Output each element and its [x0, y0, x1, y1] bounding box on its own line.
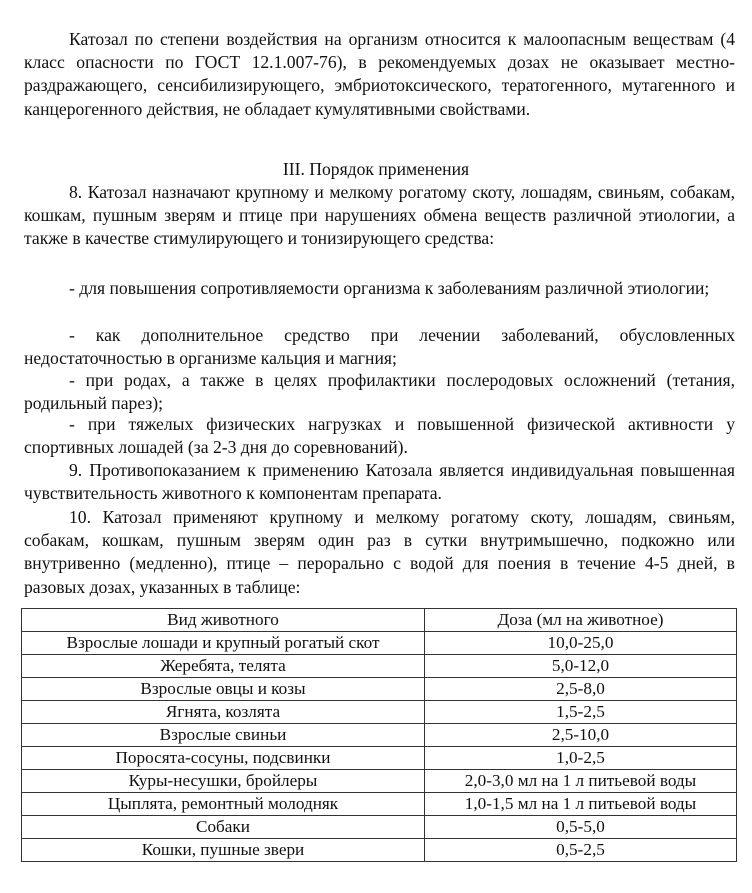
- table-row: [22, 839, 737, 862]
- column-header-animal: Вид животного: [22, 609, 425, 632]
- table-row: [22, 747, 737, 770]
- table-row: [22, 655, 737, 678]
- item-8-paragraph: 8. Катозал назначают крупному и мелкому рогатому скоту, лошадям, свиньям, собакам, кошкам, пушным зверям и птице при нарушениях обмена веществ различной этиологии, а также в качестве стимулирующего и тонизирующего средства:: [24, 182, 735, 249]
- column-header-dose: Доза (мл на животное): [425, 609, 737, 632]
- item-10-paragraph: 10. Катозал применяют крупному и мелкому рогатому скоту, лошадям, свиньям, собакам, кошкам, пушным зверям один раз в сутки внутримышечно, подкожно или внутривенно (медленно), птице – перорально с водой для поения в течение 4-5 дней, в разовых дозах, указанных в таблице:: [24, 507, 735, 597]
- animal-cell: Жеребята, телята: [22, 655, 425, 678]
- table-row: [22, 724, 737, 747]
- dose-cell: 10,0-25,0: [425, 632, 737, 655]
- table-row: [22, 678, 737, 701]
- dose-cell: 2,0-3,0 мл на 1 л питьевой воды: [425, 770, 737, 793]
- animal-cell: Собаки: [22, 816, 425, 839]
- dose-cell: 2,5-10,0: [425, 724, 737, 747]
- animal-cell: Поросята-сосуны, подсвинки: [22, 747, 425, 770]
- table-row: [22, 632, 737, 655]
- section-heading: III. Порядок применения: [282, 159, 470, 179]
- bullet-item: - при родах, а также в целях профилактики послеродовых осложнений (тетания, родильный парез);: [24, 370, 735, 414]
- table-row: [22, 793, 737, 816]
- animal-cell: Кошки, пушные звери: [22, 839, 425, 862]
- bullet-item: - для повышения сопротивляемости организма к заболеваниям различной этиологии;: [69, 278, 710, 298]
- table-row: [22, 816, 737, 839]
- dose-cell: 2,5-8,0: [425, 678, 737, 701]
- dose-cell: 5,0-12,0: [425, 655, 737, 678]
- animal-cell: Куры-несушки, бройлеры: [22, 770, 425, 793]
- dose-cell: 1,0-1,5 мл на 1 л питьевой воды: [425, 793, 737, 816]
- table-header-row: [22, 609, 737, 632]
- item-9-paragraph: 9. Противопоказанием к применению Катозала является индивидуальная повышенная чувствительность животного к компонентам препарата.: [24, 460, 735, 504]
- bullet-item: - как дополнительное средство при лечении заболеваний, обусловленных недостаточностью в организме кальция и магния;: [24, 325, 735, 369]
- dose-cell: 1,0-2,5: [425, 747, 737, 770]
- animal-cell: Цыплята, ремонтный молодняк: [22, 793, 425, 816]
- table-row: [22, 701, 737, 724]
- animal-cell: Ягнята, козлята: [22, 701, 425, 724]
- table-row: [22, 770, 737, 793]
- animal-cell: Взрослые свиньи: [22, 724, 425, 747]
- dose-cell: 1,5-2,5: [425, 701, 737, 724]
- animal-cell: Взрослые лошади и крупный рогатый скот: [22, 632, 425, 655]
- dosage-table: [21, 608, 737, 862]
- intro-paragraph: Катозал по степени воздействия на организм относится к малоопасным веществам (4 класс опасности по ГОСТ 12.1.007-76), в рекомендуемых дозах не оказывает местно-раздражающего, сенсибилизирующего, эмбриотоксического, тератогенного, мутагенного и канцерогенного действия, не обладает кумулятивными свойствами.: [24, 29, 735, 119]
- bullet-item: - при тяжелых физических нагрузках и повышенной физической активности у спортивных лошадей (за 2-3 дня до соревнований).: [24, 414, 735, 458]
- animal-cell: Взрослые овцы и козы: [22, 678, 425, 701]
- dose-cell: 0,5-5,0: [425, 816, 737, 839]
- dose-cell: 0,5-2,5: [425, 839, 737, 862]
